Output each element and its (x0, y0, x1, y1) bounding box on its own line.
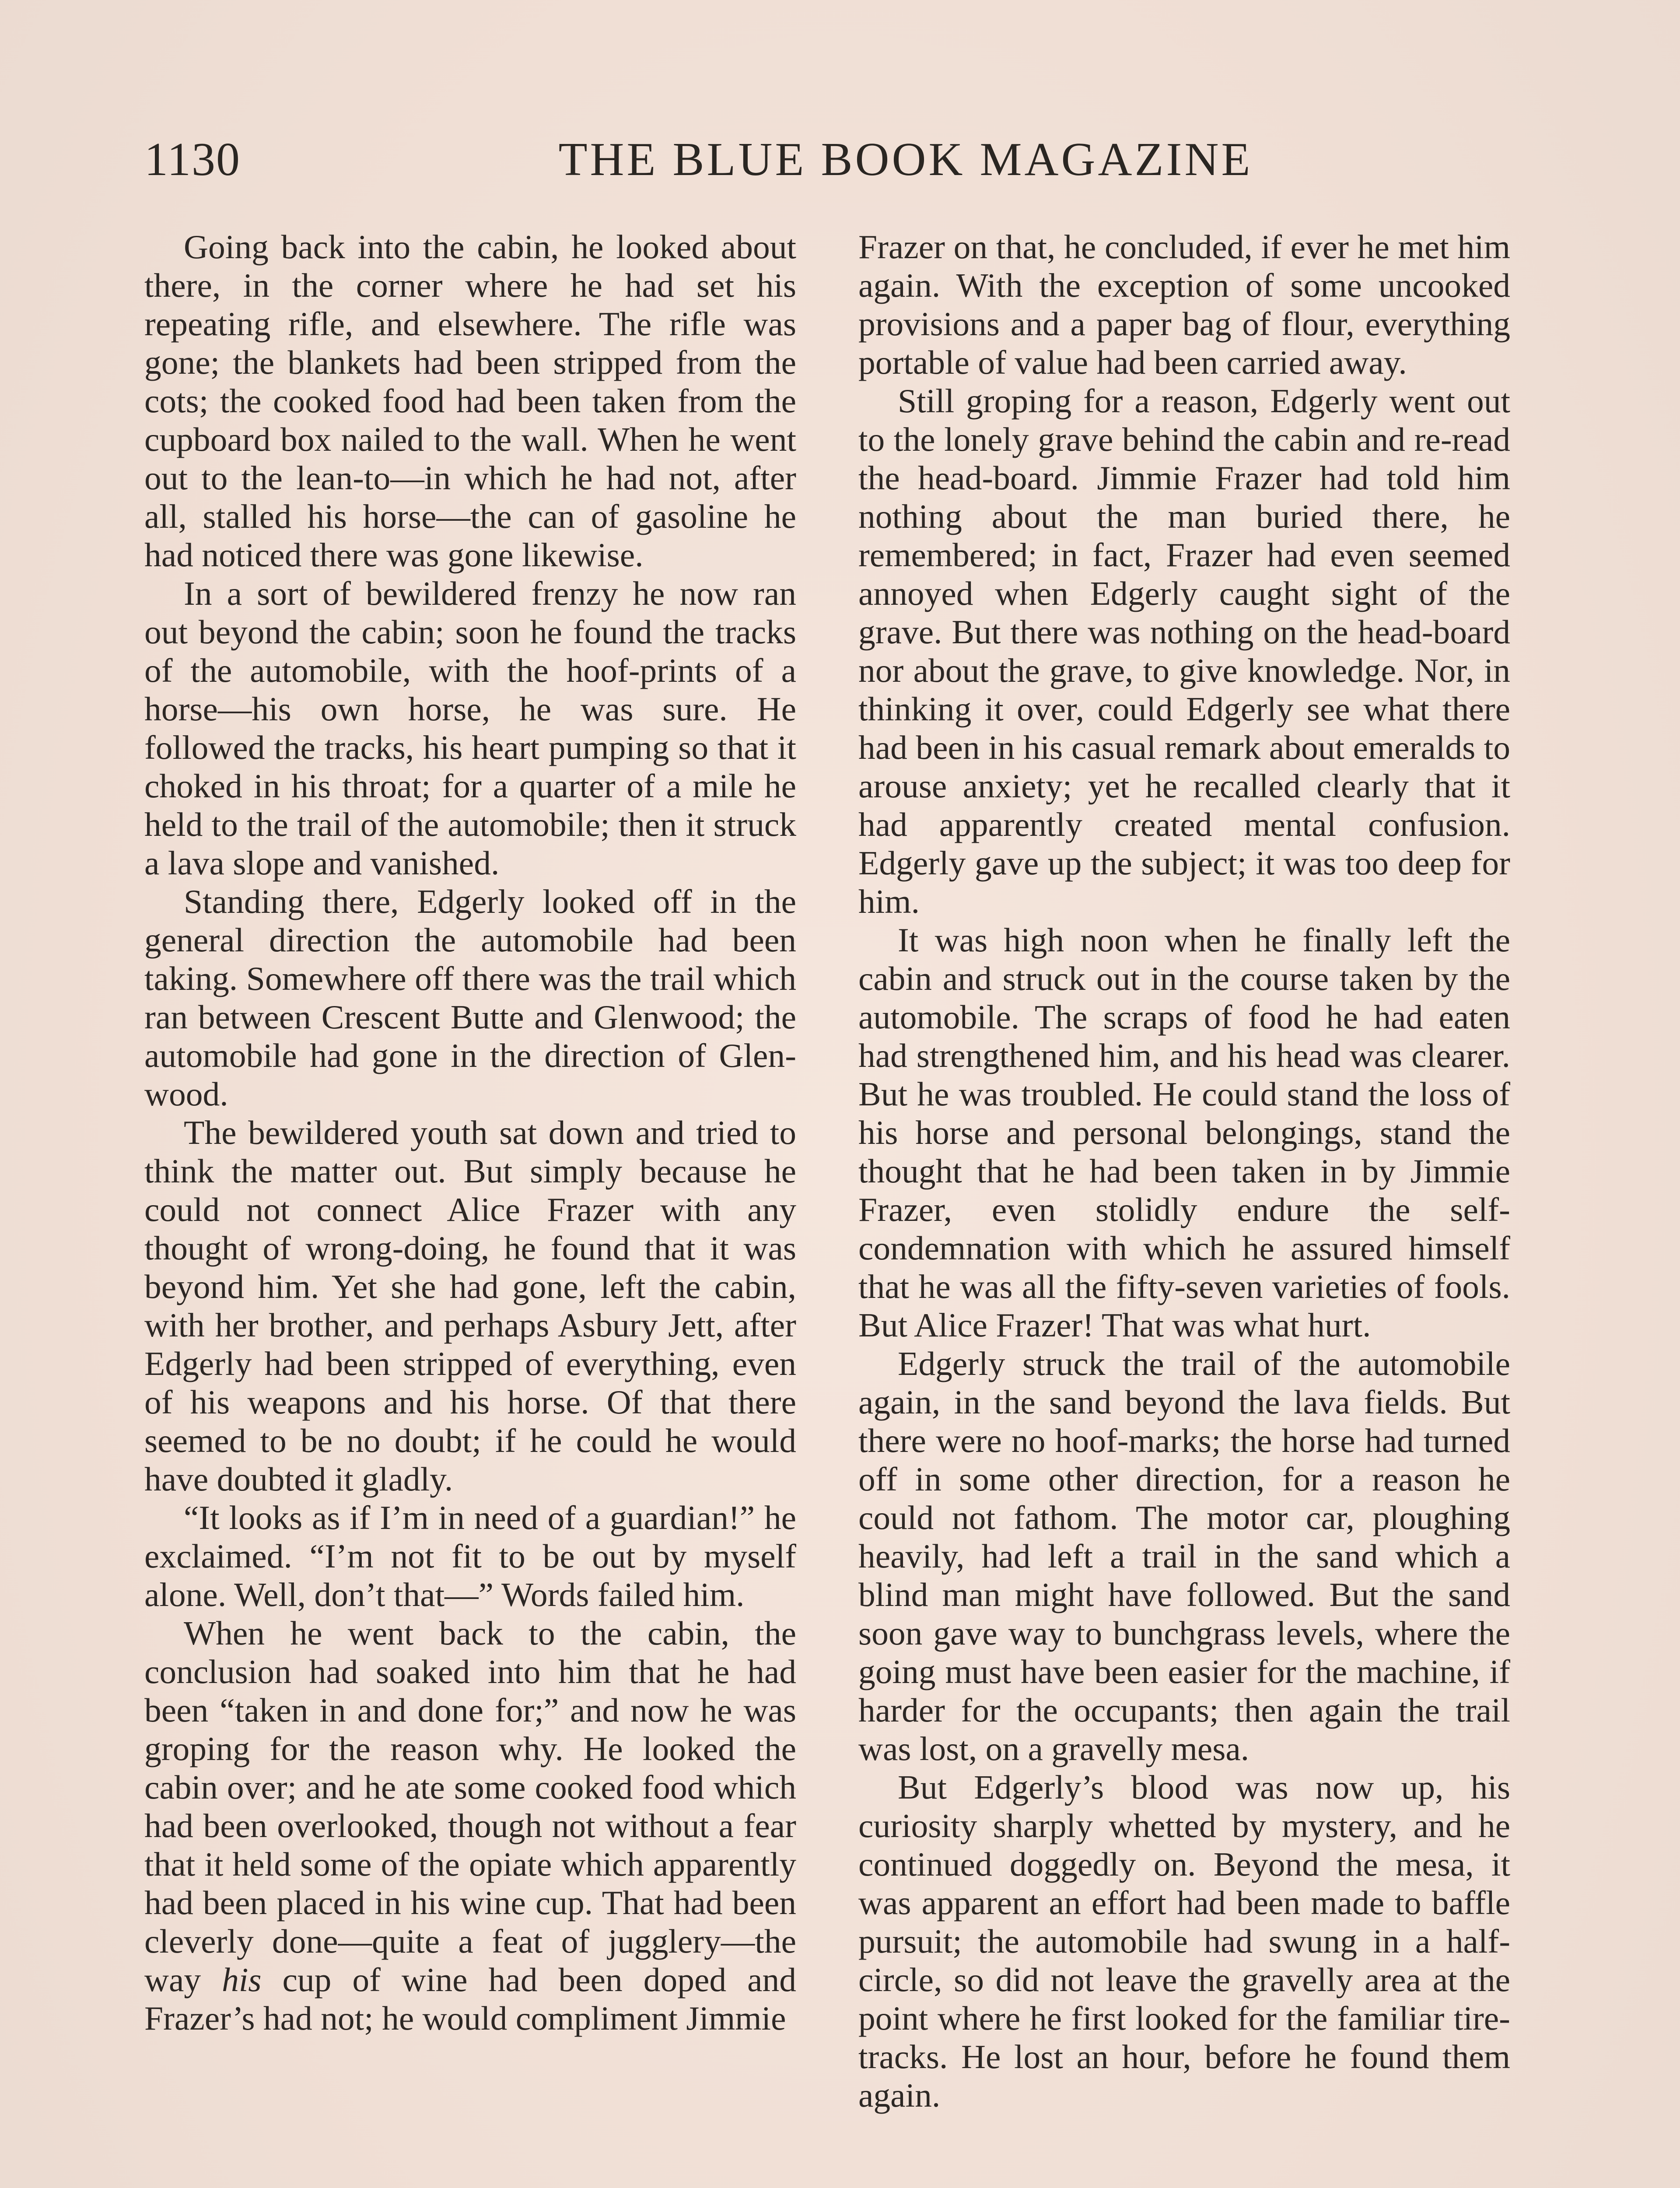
running-head: THE BLUE BOOK MAGAZINE (558, 133, 1253, 186)
paragraph: Going back into the cabin, he looked about there, in the corner where he had set his repeating rifle, and elsewhere. The rifle was gone; the blankets had been stripped from the cots; the cooked food had been taken from the cupboard box nailed to the wall. When he went out to the lean-to—in which he had not, after all, stalled his horse—the can of gasoline he had noticed there was gone likewise. (144, 228, 796, 574)
paragraph: Still groping for a reason, Edgerly went out to the lonely grave behind the cabin and re-read the head-board. Jimmie Frazer had told him nothing about the man buried there, he remembered; in fact, Frazer had even seemed annoyed when Edgerly caught sight of the grave. But there was nothing on the head-board nor about the grave, to give knowledge. Nor, in thinking it over, could Edgerly see what there had been in his casual remark about emeralds to arouse anxiety; yet he recalled clearly that it had apparently created mental confusion. Edgerly gave up the subject; it was too deep for him. (858, 382, 1510, 920)
paragraph: “It looks as if I’m in need of a guardian!” he exclaimed. “I’m not fit to be out by myself alone. Well, don’t that—” Words failed him. (144, 1499, 796, 1613)
page-header (144, 131, 1536, 188)
page-number: 1130 (144, 133, 241, 186)
paragraph: Edgerly struck the trail of the automobile again, in the sand beyond the lava fields. But there were no hoof-marks; the horse had turned off in some other direction, for a reason he could not fathom. The motor car, ploughing heavily, had left a trail in the sand which a blind man might have followed. But the sand soon gave way to bunchgrass levels, where the going must have been easier for the machine, if harder for the occupants; then again the trail was lost, on a gravelly mesa. (858, 1345, 1510, 1767)
paragraph: Frazer on that, he concluded, if ever he met him again. With the exception of some uncooked provisions and a paper bag of flour, everything portable of value had been carried away. (858, 228, 1510, 381)
paragraph: The bewildered youth sat down and tried to think the matter out. But simply because he could not connect Alice Frazer with any thought of wrong-doing, he found that it was beyond him. Yet she had gone, left the cabin, with her brother, and perhaps Asbury Jett, after Edgerly had been stripped of everything, even of his weapons and his horse. Of that there seemed to be no doubt; if he could he would have doubted it gladly. (144, 1114, 796, 1498)
paragraph: Standing there, Edgerly looked off in the general direction the automobile had been taking. Somewhere off there was the trail which ran between Crescent Butte and Glenwood; the automobile had gone in the direction of Glenwood. (144, 883, 796, 1113)
paragraph: But Edgerly’s blood was now up, his curiosity sharply whetted by mystery, and he continued doggedly on. Beyond the mesa, it was apparent an effort had been made to baffle pursuit; the automobile had swung in a half-circle, so did not leave the gravelly area at the point where he first looked for the familiar tire-tracks. He lost an hour, before he found them again. (858, 1768, 1510, 2114)
left-column (144, 228, 796, 2037)
right-column (858, 228, 1510, 2114)
paragraph: It was high noon when he finally left the cabin and struck out in the course taken by the automobile. The scraps of food he had eaten had strengthened him, and his head was clearer. But he was troubled. He could stand the loss of his horse and personal belongings, stand the thought that he had been taken in by Jimmie Frazer, even stolidly endure the self-condemnation with which he assured himself that he was all the fifty-seven varieties of fools. But Alice Frazer! That was what hurt. (858, 921, 1510, 1344)
paragraph: When he went back to the cabin, the conclusion had soaked into him that he had been “taken in and done for;” and now he was groping for the reason why. He looked the cabin over; and he ate some cooked food which had been overlooked, though not without a fear that it held some of the opiate which apparently had been placed in his wine cup. That had been cleverly done—quite a feat of jugglery—the way his cup of wine had been doped and Frazer’s had not; he would compliment Jimmie (144, 1614, 796, 2037)
paragraph: In a sort of bewildered frenzy he now ran out beyond the cabin; soon he found the tracks of the automobile, with the hoof-prints of a horse—his own horse, he was sure. He followed the tracks, his heart pumping so that it choked in his throat; for a quarter of a mile he held to the trail of the automobile; then it struck a lava slope and vanished. (144, 575, 796, 882)
